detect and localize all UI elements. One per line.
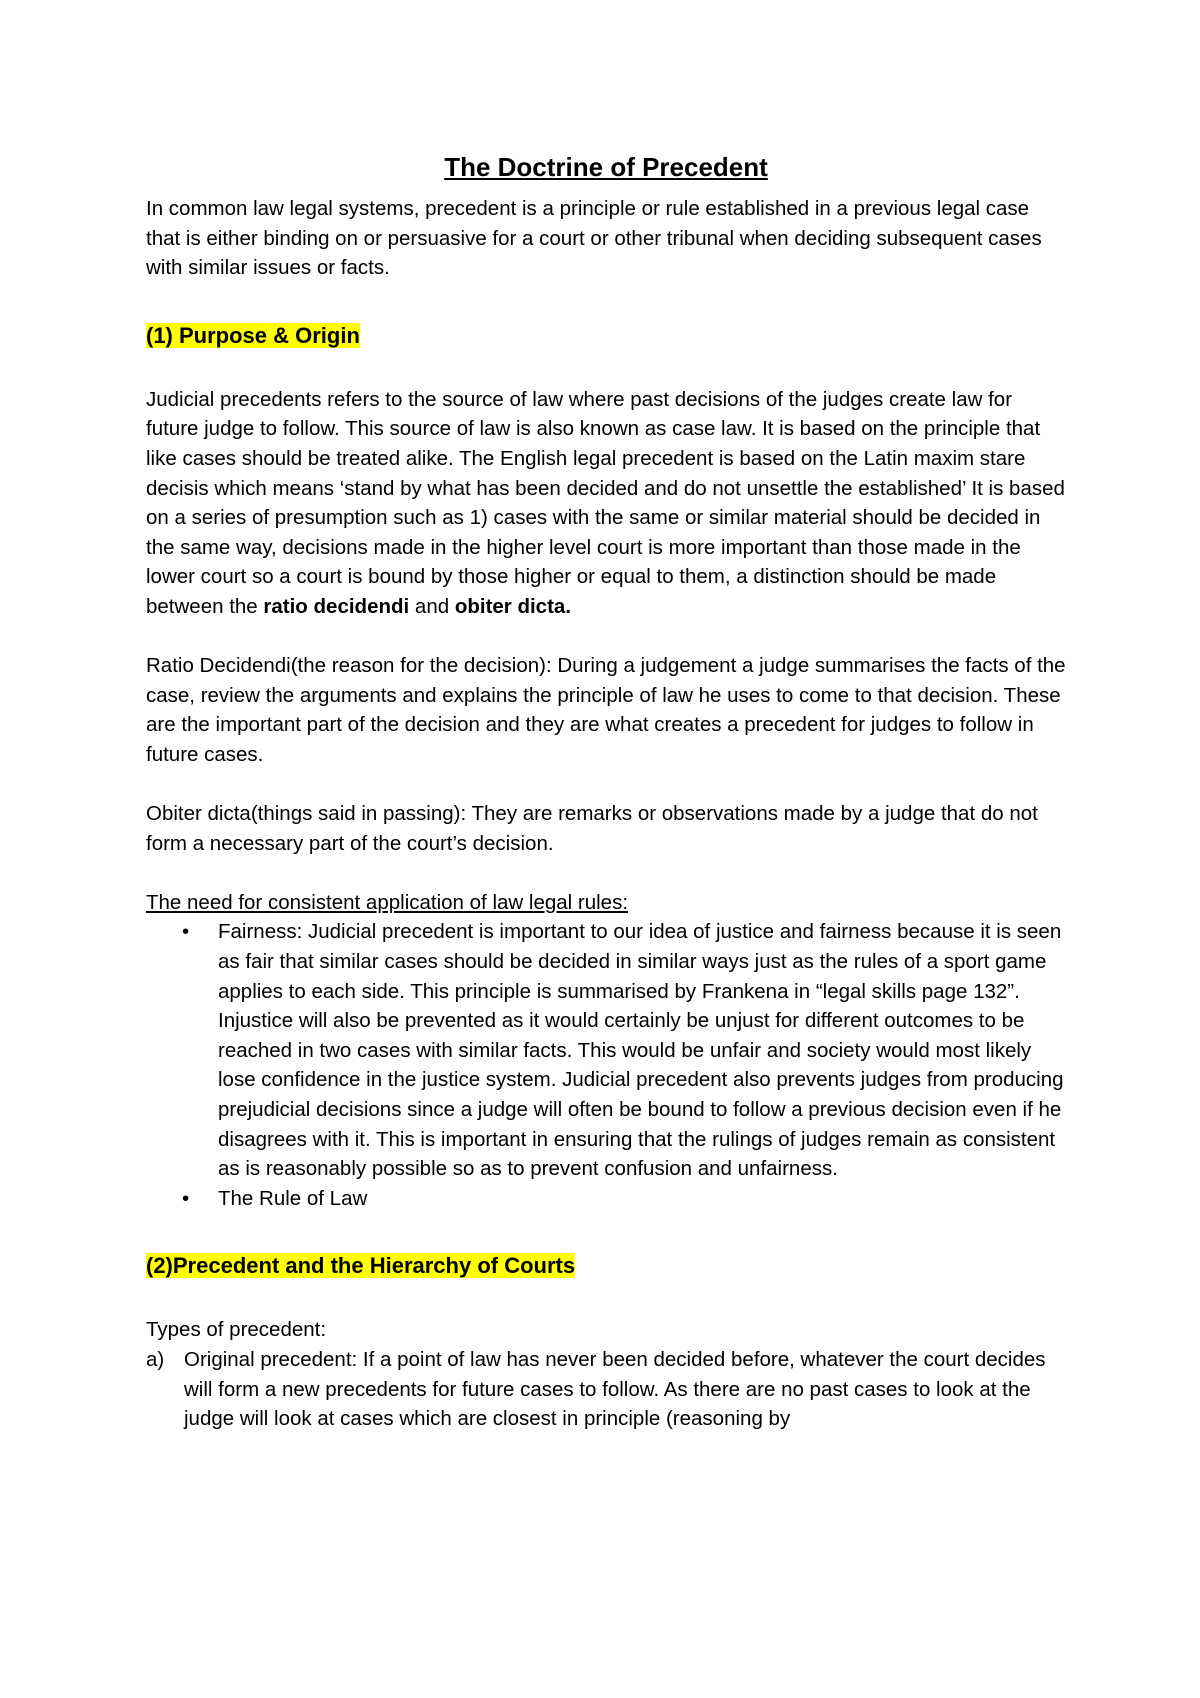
section-1-paragraph-text: Judicial precedents refers to the source of law where past decisions of the judges create law for future judge to follow. This source of law is also known as case law. It is based on the principle that like cases should be treated alike. The English legal precedent is based on the Latin maxim stare decisis which means ‘stand by what has been decided and do not unsettle the established’ It is based on a series of presumption such as 1) cases with the same or similar material should be decided in the same way, decisions made in the higher level court is more important than those made in the lower court so a court is bound by those higher or equal to them, a distinction should be made between the bbox=[146, 387, 1065, 618]
list-marker: a) bbox=[146, 1348, 165, 1371]
bullet-icon: • bbox=[182, 1186, 190, 1210]
ratio-decidendi-paragraph: Ratio Decidendi(the reason for the decision): During a judgement a judge summarises the facts of the case, review the arguments and explains the principle of law he uses to come to that decision. These are the important part of the decision and they are what creates a precedent for judges to follow in future cases. bbox=[146, 654, 1066, 766]
list-item bbox=[146, 917, 1066, 1183]
section-1-heading-text: (1) Purpose & Origin bbox=[146, 322, 360, 348]
obiter-dicta-paragraph: Obiter dicta(things said in passing): They are remarks or observations made by a judge that do not form a necessary part of the court’s decision. bbox=[146, 802, 1038, 855]
intro-paragraph: In common law legal systems, precedent is a principle or rule established in a previous legal case that is either binding on or persuasive for a court or other tribunal when deciding subsequent cases with similar issues or facts. bbox=[146, 197, 1042, 280]
section-1-paragraph bbox=[146, 385, 1066, 622]
reasons-bullet-list bbox=[146, 917, 1066, 1213]
document-page bbox=[146, 150, 1066, 1434]
section-2-heading bbox=[146, 1251, 1066, 1281]
document-title: The Doctrine of Precedent bbox=[444, 152, 768, 182]
types-of-precedent-list bbox=[146, 1345, 1066, 1434]
bullet-icon: • bbox=[182, 920, 190, 944]
types-of-precedent-label: Types of precedent: bbox=[146, 1318, 327, 1342]
ratio-decidendi-term: ratio decidendi bbox=[263, 594, 410, 618]
obiter-dicta-term: obiter dicta. bbox=[454, 594, 572, 618]
section-2-heading-text: (2)Precedent and the Hierarchy of Courts bbox=[146, 1253, 576, 1279]
list-item bbox=[146, 1184, 1066, 1214]
section-1-heading bbox=[146, 321, 1066, 351]
bullet-text: The Rule of Law bbox=[218, 1186, 368, 1210]
bullet-text: Fairness: Judicial precedent is important to our idea of justice and fairness because it is seen as fair that similar cases should be decided in similar ways just as the rules of a sport game applies to each side. This principle is summarised by Frankena in “legal skills page 132”. Injustice will also be prevented as it would certainly be unjust for different outcomes to be reached in two cases with similar facts. This would be unfair and society would most likely lose confidence in the justice system. Judicial precedent also prevents judges from producing prejudicial decisions since a judge will often be bound to follow a previous decision even if he disagrees with it. This is important in ensuring that the rulings of judges remain as consistent as is reasonably possible so as to prevent confusion and unfairness. bbox=[218, 920, 1064, 1181]
list-item-text: Original precedent: If a point of law has never been decided before, whatever the court decides will form a new precedents for future cases to follow. As there are no past cases to look at the judge will look at cases which are closest in principle (reasoning by bbox=[184, 1348, 1046, 1431]
and-conjunction: and bbox=[409, 594, 455, 618]
need-consistent-application-heading: The need for consistent application of law legal rules: bbox=[146, 890, 629, 914]
list-item bbox=[146, 1345, 1066, 1434]
